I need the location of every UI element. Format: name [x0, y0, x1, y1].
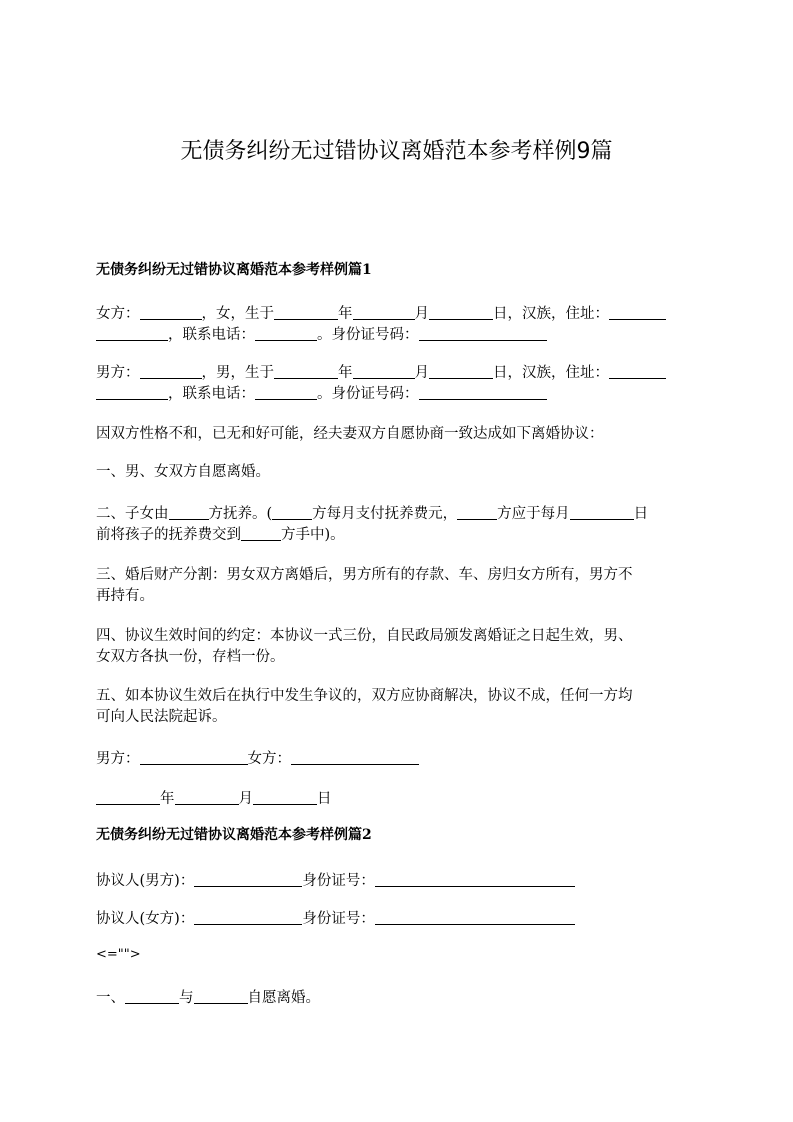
document-title: 无债务纠纷无过错协议离婚范本参考样例9篇	[180, 139, 613, 164]
date-line: 年 月 日	[96, 788, 332, 809]
blank	[175, 788, 239, 805]
blank	[429, 362, 493, 379]
section1-heading: 无债务纠纷无过错协议离婚范本参考样例篇1	[96, 262, 372, 278]
blank	[429, 303, 493, 320]
blank	[419, 324, 547, 341]
clause-2-line1: 二、子女由 方抚养。( 方每月支付抚养费元， 方应于每月 日	[96, 503, 648, 524]
blank	[96, 383, 168, 400]
husband-info-line1: 男方： ，男，生于 年 月 日，汉族，住址：	[96, 362, 666, 383]
markup-artifact: <="">	[96, 947, 141, 962]
blank	[570, 503, 634, 520]
section2-heading: 无债务纠纷无过错协议离婚范本参考样例篇2	[96, 827, 372, 843]
clause-2-line2: 前将孩子的抚养费交到 方手中)。	[96, 524, 345, 545]
clause-4-line2: 女双方各执一份，存档一份。	[96, 649, 285, 665]
clause-4-line1: 四、协议生效时间的约定：本协议一式三份，自民政局颁发离婚证之日起生效，男、	[96, 628, 633, 644]
blank	[353, 362, 415, 379]
blank	[194, 908, 302, 925]
blank	[96, 324, 168, 341]
blank	[194, 870, 302, 887]
blank	[255, 324, 317, 341]
agreement-reason: 因双方性格不和，已无和好可能，经夫妻双方自愿协商一致达成如下离婚协议：	[96, 426, 604, 442]
section2-clause-1: 一、 与 自愿离婚。	[96, 987, 320, 1008]
clause-5-line2: 可向人民法院起诉。	[96, 709, 227, 725]
blank	[194, 987, 248, 1004]
blank	[140, 748, 248, 765]
blank	[375, 908, 575, 925]
blank	[375, 870, 575, 887]
party-male-line: 协议人(男方)： 身份证号：	[96, 870, 575, 891]
blank	[609, 362, 666, 379]
blank	[169, 503, 209, 520]
blank	[274, 303, 338, 320]
blank	[255, 383, 317, 400]
blank	[140, 362, 202, 379]
blank	[274, 362, 338, 379]
blank	[419, 383, 547, 400]
blank	[457, 503, 497, 520]
clause-3-line2: 再持有。	[96, 588, 154, 604]
wife-info-line1: 女方： ，女，生于 年 月 日，汉族，住址：	[96, 303, 666, 324]
wife-info-line2: ，联系电话： 。身份证号码：	[96, 324, 547, 345]
husband-info-line2: ，联系电话： 。身份证号码：	[96, 383, 547, 404]
clause-1: 一、男、女双方自愿离婚。	[96, 464, 270, 480]
blank	[140, 303, 202, 320]
blank	[291, 748, 419, 765]
blank	[125, 987, 179, 1004]
blank	[353, 303, 415, 320]
signature-line: 男方： 女方：	[96, 748, 419, 769]
blank	[253, 788, 317, 805]
party-female-line: 协议人(女方)： 身份证号：	[96, 908, 575, 929]
blank	[272, 503, 312, 520]
blank	[96, 788, 160, 805]
clause-5-line1: 五、如本协议生效后在执行中发生争议的，双方应协商解决，协议不成，任何一方均	[96, 688, 633, 704]
clause-3-line1: 三、婚后财产分割：男女双方离婚后，男方所有的存款、车、房归女方所有，男方不	[96, 567, 633, 583]
blank	[609, 303, 666, 320]
blank	[241, 524, 281, 541]
